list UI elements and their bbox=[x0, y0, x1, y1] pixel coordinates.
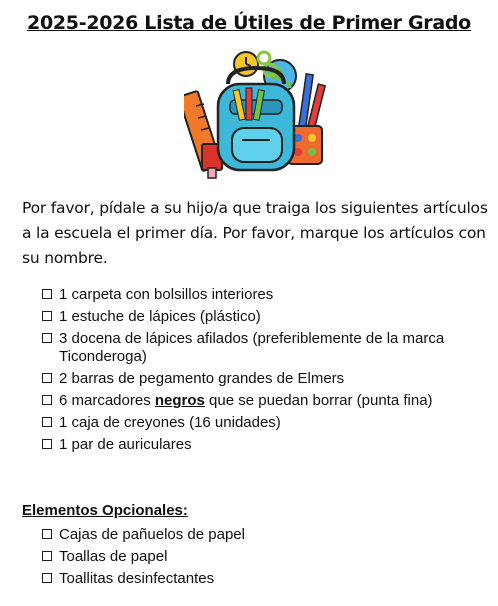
school-supplies-illustration bbox=[184, 44, 330, 184]
checkbox-icon[interactable] bbox=[42, 373, 52, 383]
checkbox-icon[interactable] bbox=[42, 551, 52, 561]
backpack-icon bbox=[218, 68, 294, 170]
list-item: Toallas de papel bbox=[42, 548, 482, 566]
list-item: 6 marcadores negros que se puedan borrar (punta fina) bbox=[42, 392, 482, 410]
list-item: 3 docena de lápices afilados (preferiblemente de la marca Ticonderoga) bbox=[42, 330, 482, 366]
emphasis-text: negros bbox=[154, 392, 205, 409]
checkbox-icon[interactable] bbox=[42, 395, 52, 405]
required-items-list bbox=[42, 286, 482, 458]
list-item: 1 carpeta con bolsillos interiores bbox=[42, 286, 482, 304]
checkbox-icon[interactable] bbox=[42, 529, 52, 539]
intro-paragraph: Por favor, pídale a su hijo/a que traiga los siguientes artículos a la escuela el primer día. Por favor, marque los artículos con su nombre. bbox=[22, 199, 488, 267]
list-item: Toallitas desinfectantes bbox=[42, 570, 482, 588]
checkbox-icon[interactable] bbox=[42, 333, 52, 343]
list-item: 1 par de auriculares bbox=[42, 436, 482, 454]
list-item: Cajas de pañuelos de papel bbox=[42, 526, 482, 544]
page-title: 2025-2026 Lista de Útiles de Primer Grado bbox=[27, 12, 471, 34]
optional-items-list bbox=[42, 526, 482, 592]
checkbox-icon[interactable] bbox=[42, 311, 52, 321]
list-item: 1 estuche de lápices (plástico) bbox=[42, 308, 482, 326]
checkbox-icon[interactable] bbox=[42, 289, 52, 299]
optional-heading: Elementos Opcionales: bbox=[22, 502, 188, 519]
list-item: 1 caja de creyones (16 unidades) bbox=[42, 414, 482, 432]
checkbox-icon[interactable] bbox=[42, 439, 52, 449]
checkbox-icon[interactable] bbox=[42, 417, 52, 427]
list-item: 2 barras de pegamento grandes de Elmers bbox=[42, 370, 482, 388]
checkbox-icon[interactable] bbox=[42, 573, 52, 583]
